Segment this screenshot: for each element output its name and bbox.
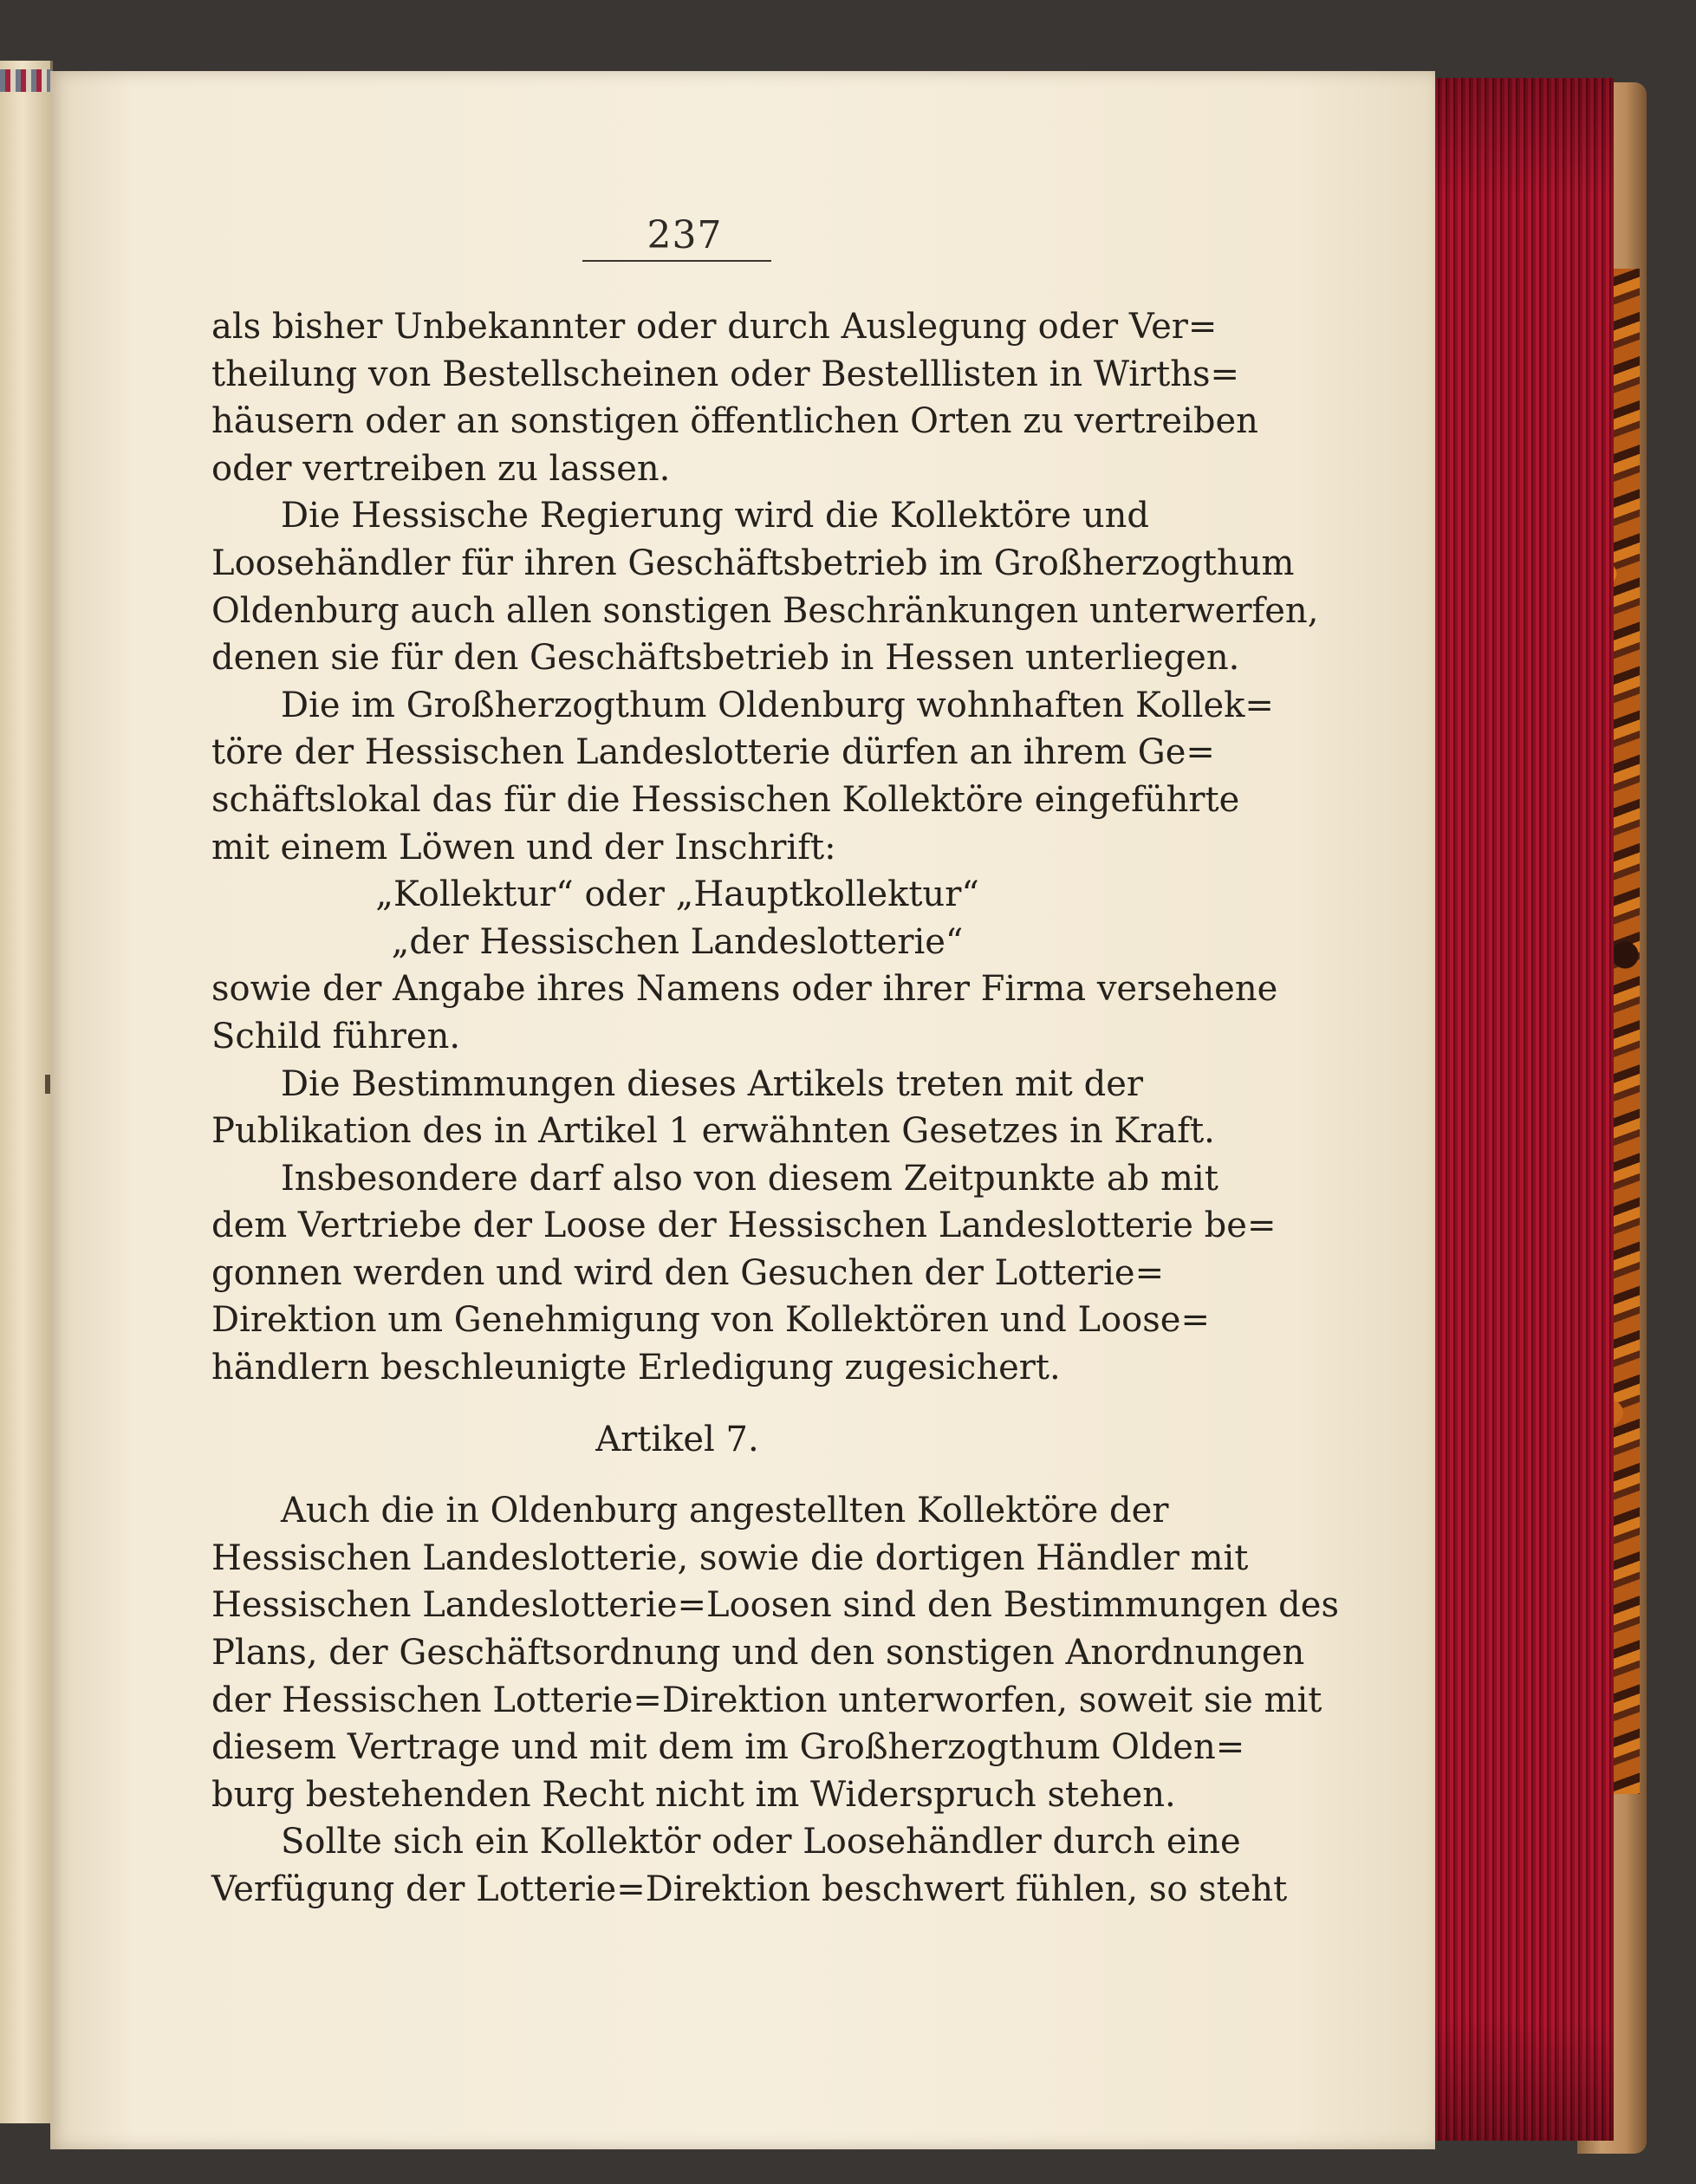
text-line: gonnen werden und wird den Gesuchen der Lotterie= (211, 1252, 1165, 1293)
text-line: Direktion um Genehmigung von Kollektören und Loose= (211, 1300, 1210, 1341)
text-line: Die im Großherzogthum Oldenburg wohnhaften Kollek= (281, 685, 1274, 725)
page-edges-shadow (1432, 78, 1614, 2141)
text-line: Sollte sich ein Kollektör oder Loosehändler durch eine (281, 1822, 1241, 1862)
text-line: Insbesondere darf also von diesem Zeitpunkte ab mit (281, 1158, 1218, 1199)
text-line: sowie der Angabe ihres Namens oder ihrer Firma versehene (211, 969, 1278, 1010)
text-line: häusern oder an sonstigen öffentlichen Orten zu vertreiben (211, 401, 1258, 442)
text-line: mit einem Löwen und der Inschrift: (211, 827, 836, 868)
text-line: töre der Hessischen Landeslotterie dürfen an ihrem Ge= (211, 732, 1215, 773)
text-line: Schild führen. (211, 1016, 461, 1056)
text-line: dem Vertriebe der Loose der Hessischen Landeslotterie be= (211, 1206, 1277, 1246)
text-line: Oldenburg auch allen sonstigen Beschränkungen unterwerfen, (211, 590, 1319, 631)
text-line: Auch die in Oldenburg angestellten Kollektöre der (281, 1491, 1169, 1531)
article-heading: Artikel 7. (595, 1419, 759, 1459)
text-line: schäftslokal das für die Hessischen Kollektöre eingeführte (211, 779, 1240, 820)
page-number: 237 (647, 213, 723, 257)
text-line: denen sie für den Geschäftsbetrieb in Hessen unterliegen. (211, 638, 1240, 679)
text-line: Hessischen Landeslotterie, sowie die dortigen Händler mit (211, 1537, 1249, 1578)
headband (0, 69, 52, 92)
text-line: Loosehändler für ihren Geschäftsbetrieb im Großherzogthum (211, 543, 1295, 583)
page-text (211, 303, 1339, 1914)
text-line: Hessischen Landeslotterie=Loosen sind den Bestimmungen des (211, 1585, 1339, 1626)
text-line: burg bestehenden Recht nicht im Widerspruch stehen. (211, 1774, 1176, 1815)
text-line: diesem Vertrage und mit dem im Großherzogthum Olden= (211, 1727, 1245, 1768)
text-line: theilung von Bestellscheinen oder Bestelllisten in Wirths= (211, 354, 1240, 394)
text-line: händlern beschleunigte Erledigung zugesichert. (211, 1348, 1061, 1388)
text-line: Die Hessische Regierung wird die Kollektöre und (281, 496, 1149, 536)
header-rule (582, 260, 771, 262)
text-line: Verfügung der Lotterie=Direktion beschwert fühlen, so steht (211, 1869, 1288, 1909)
spacer (211, 1463, 1143, 1487)
inscription-line: „Kollektur“ oder „Hauptkollektur“ (375, 874, 979, 915)
text-line: der Hessischen Lotterie=Direktion unterworfen, soweit sie mit (211, 1680, 1322, 1720)
inscription-line: „der Hessischen Landeslotterie“ (391, 921, 964, 962)
text-line: Die Bestimmungen dieses Artikels treten mit der (281, 1063, 1143, 1104)
text-line: Publikation des in Artikel 1 erwähnten Gesetzes in Kraft. (211, 1111, 1215, 1152)
spacer (211, 1392, 1143, 1416)
text-line: oder vertreiben zu lassen. (211, 448, 671, 489)
text-line: Plans, der Geschäftsordnung und den sonstigen Anordnungen (211, 1633, 1305, 1674)
text-line: als bisher Unbekannter oder durch Auslegung oder Ver= (211, 307, 1218, 347)
